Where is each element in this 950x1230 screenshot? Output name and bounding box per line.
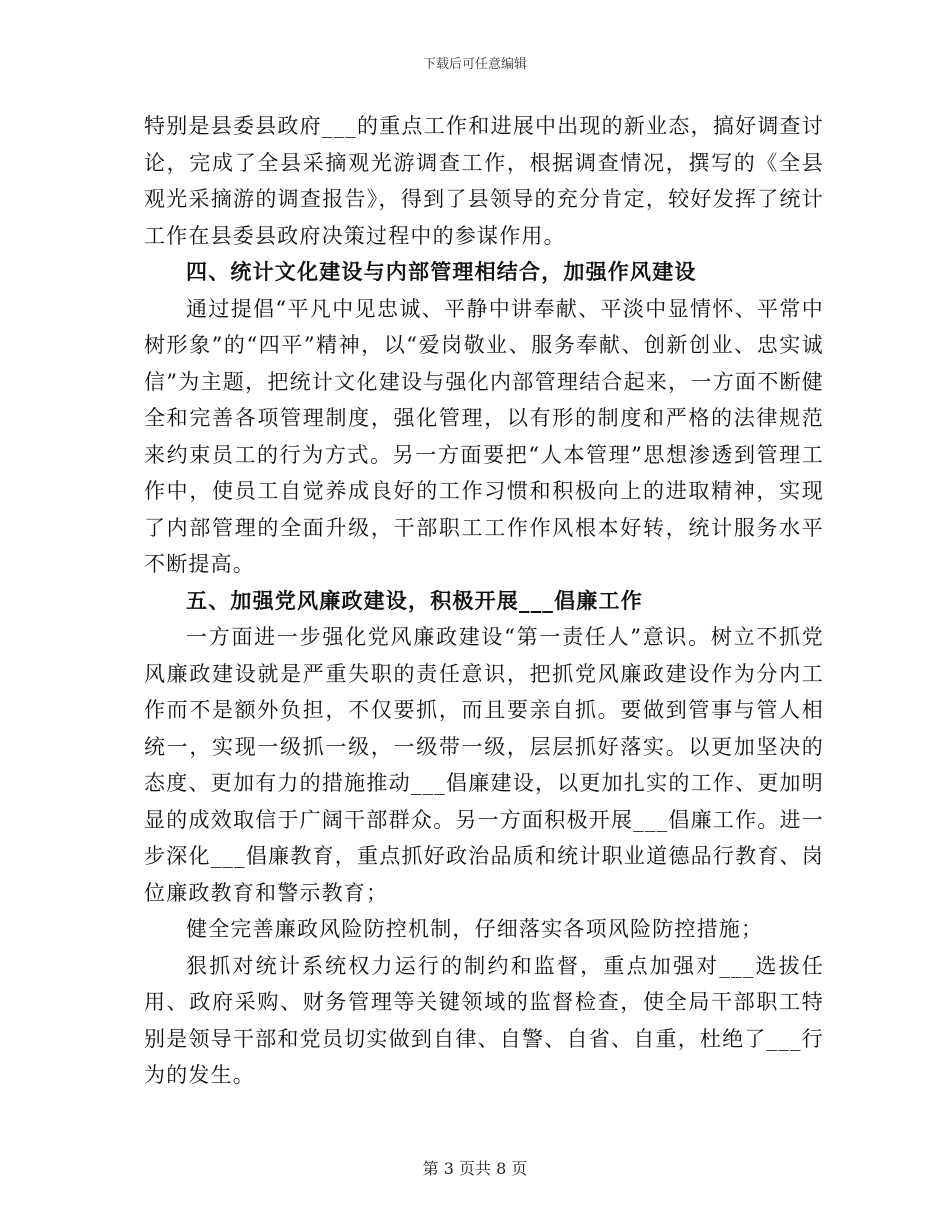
section-heading-5: 五、加强党风廉政建设，积极开展___倡廉工作 xyxy=(186,587,643,613)
paragraph-supervision: 狠抓对统计系统权力运行的制约和监督，重点加强对___选拔任用、政府采购、财务管理等关键领域的监督检查，使全局干部职工特别是领导干部和党员切实做到自律、自警、自省、自重，杜绝了___行为的发生。 xyxy=(144,953,824,1087)
paragraph-continuation: 特别是县委县政府___的重点工作和进展中出现的新业态，搞好调查讨论，完成了全县采摘观光游调查工作，根据调查情况，撰写的《全县观光采摘游的调查报告》，得到了县领导的充分肯定，较好发挥了统计工作在县委县政府决策过程中的参谋作用。 xyxy=(144,114,824,248)
section-heading-4: 四、统计文化建设与内部管理相结合，加强作风建设 xyxy=(186,259,697,284)
page-header-note: 下载后可任意编辑 xyxy=(422,57,527,72)
document-body xyxy=(144,108,824,1094)
page-number: 第 3 页共 8 页 xyxy=(422,1159,528,1178)
paragraph-party-conduct: 一方面进一步强化党风廉政建设“第一责任人”意识。树立不抓党风廉政建设就是严重失职的责任意识，把抓党风廉政建设作为分内工作而不是额外负担，不仅要抓，而且要亲自抓。要做到管事与管人相统一，实现一级抓一级，一级带一级，层层抓好落实。以更加坚决的态度、更加有力的措施推动___倡廉建设，以更加扎实的工作、更加明显的成效取信于广阔干部群众。另一方面积极开展___倡廉工作。进一步深化___倡廉教育，重点抓好政治品质和统计职业道德品行教育、岗位廉政教育和警示教育； xyxy=(144,625,824,905)
paragraph-risk-control: 健全完善廉政风险防控机制，仔细落实各项风险防控措施； xyxy=(186,917,764,941)
paragraph-culture-management: 通过提倡“平凡中见忠诚、平静中讲奉献、平淡中显情怀、平常中树形象”的“四平”精神，以“爱岗敬业、服务奉献、创新创业、忠实诚信”为主题，把统计文化建设与强化内部管理结合起来，一方面不断健全和完善各项管理制度，强化管理，以有形的制度和严格的法律规范来约束员工的行为方式。另一方面要把“人本管理”思想渗透到管理工作中，使员工自觉养成良好的工作习惯和积极向上的进取精神，实现了内部管理的全面升级，干部职工工作作风根本好转，统计服务水平不断提高。 xyxy=(144,296,824,576)
